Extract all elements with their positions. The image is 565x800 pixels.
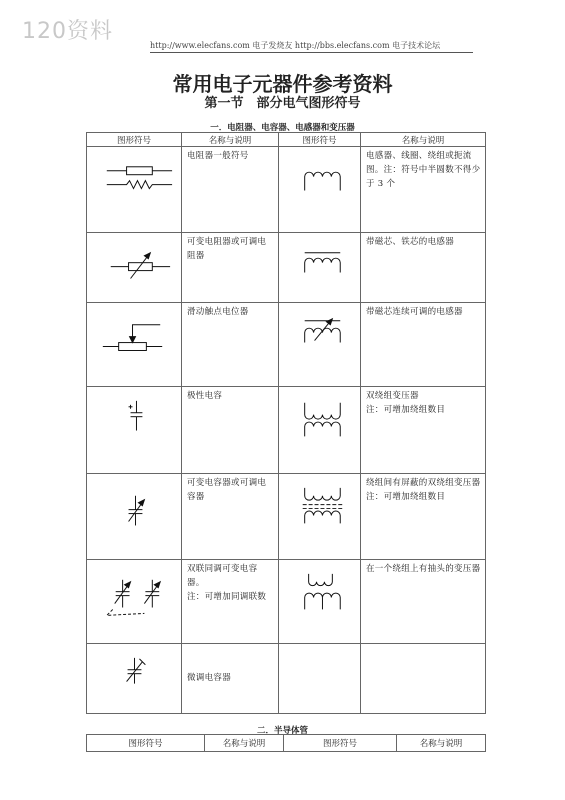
description-cell (361, 147, 486, 233)
page-subtitle: 第一节 部分电气图形符号 (204, 96, 361, 111)
col-header-description: 名称与说明 (205, 735, 284, 752)
symbol-cell (279, 473, 361, 559)
table-header-row (87, 735, 486, 752)
description-line: 微调电容器 (187, 673, 232, 684)
shielded-transformer-icon (279, 474, 360, 559)
symbol-cell (87, 559, 182, 643)
col-header-symbol: 图形符号 (279, 133, 361, 147)
table-row (87, 473, 486, 559)
symbol-cell (279, 147, 361, 233)
description-cell (182, 473, 279, 559)
table-row (87, 233, 486, 303)
table-row (87, 559, 486, 643)
description-cell (361, 303, 486, 387)
description-line: 可变电容器或可调电容器 (187, 477, 267, 502)
description-cell (182, 233, 279, 303)
symbol-cell (279, 303, 361, 387)
description-cell (361, 387, 486, 473)
col-header-description: 名称与说明 (182, 133, 279, 147)
description-line: 带磁芯、铁芯的电感器 (366, 237, 455, 248)
symbol-cell (87, 643, 182, 713)
description-cell (361, 643, 486, 713)
watermark: 120资料 (22, 19, 113, 44)
symbol-cell (279, 559, 361, 643)
description-cell (182, 643, 279, 713)
description-line: 极性电容 (187, 391, 223, 402)
header-divider (150, 52, 473, 53)
header-url-line: http://www.elecfans.com 电子发烧友 http://bbs.elecfans.com 电子技术论坛 (150, 41, 441, 50)
description-line: 带磁芯连续可调的电感器 (366, 307, 463, 318)
adjustable-core-inductor-icon (279, 303, 360, 386)
ganged-capacitor-icon (87, 560, 181, 643)
symbol-cell (279, 387, 361, 473)
symbol-cell (87, 147, 182, 233)
page-title: 常用电子元器件参考资料 (172, 72, 393, 96)
semiconductor-table (86, 734, 486, 752)
description-line: 在一个绕组上有抽头的变压器 (366, 563, 481, 574)
description-line: 滑动触点电位器 (187, 307, 249, 318)
symbol-cell (87, 473, 182, 559)
description-cell (361, 559, 486, 643)
trimmer-capacitor-icon (87, 644, 181, 713)
col-header-symbol: 图形符号 (87, 133, 182, 147)
description-note: 注：可增加同调联数 (187, 591, 267, 602)
description-line: 可变电阻器或可调电阻器 (187, 237, 267, 262)
symbols-table (86, 132, 486, 714)
table-header-row (87, 133, 486, 147)
description-line: 绕组间有屏蔽的双绕组变压器 (366, 477, 481, 488)
description-cell (361, 233, 486, 303)
description-line: 双绕组变压器 (366, 391, 419, 402)
symbol-cell (279, 643, 361, 713)
description-note: 注：可增加绕组数目 (366, 405, 446, 416)
symbol-cell (87, 387, 182, 473)
transformer-icon (279, 387, 360, 472)
inductor-icon (279, 147, 360, 232)
resistor-icon (87, 147, 181, 232)
description-cell (182, 147, 279, 233)
description-cell (361, 473, 486, 559)
variable-capacitor-icon (87, 474, 181, 559)
col-header-symbol: 图形符号 (284, 735, 397, 752)
table-row (87, 387, 486, 473)
description-line: 双联同调可变电容器。 (187, 563, 258, 588)
description-note: 注：可增加绕组数目 (366, 491, 446, 502)
description-cell (182, 387, 279, 473)
table-row (87, 147, 486, 233)
variable-resistor-icon (87, 233, 181, 302)
description-line: 电阻器一般符号 (187, 151, 249, 161)
description-line: 电感器、线圈、绕组或扼流图。注：符号中半圆数不得少于 3 个 (366, 151, 481, 189)
table-row (87, 303, 486, 387)
description-cell (182, 303, 279, 387)
symbol-cell (279, 233, 361, 303)
symbol-cell (87, 233, 182, 303)
tapped-transformer-icon (279, 560, 360, 643)
col-header-description: 名称与说明 (361, 133, 486, 147)
col-header-symbol: 图形符号 (87, 735, 205, 752)
section-heading-2: 二．半导体管 (256, 726, 308, 736)
description-cell (182, 559, 279, 643)
table-row (87, 643, 486, 713)
section-heading-1: 一．电阻器、电容器、电感器和变压器 (210, 123, 355, 133)
col-header-description: 名称与说明 (397, 735, 486, 752)
potentiometer-icon (87, 303, 181, 386)
core-inductor-icon (279, 233, 360, 302)
symbol-cell (87, 303, 182, 387)
polar-capacitor-icon (87, 387, 181, 472)
